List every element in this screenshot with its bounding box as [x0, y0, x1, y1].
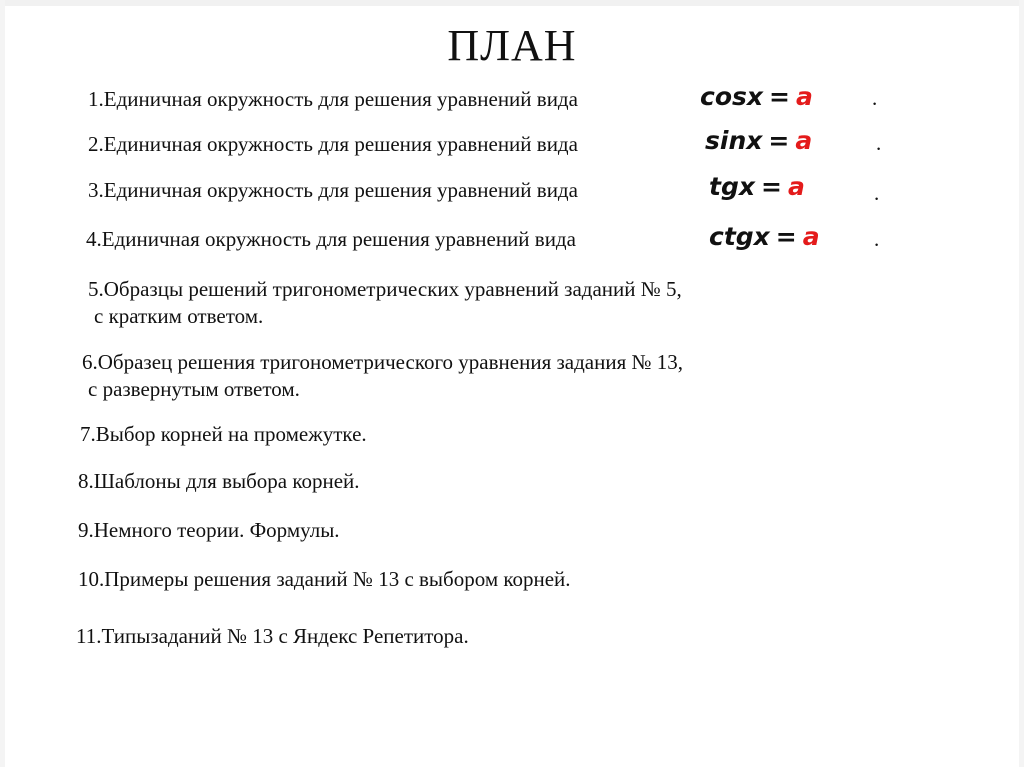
formula-equals: = — [768, 126, 790, 155]
formula-lhs: ctgx — [709, 222, 770, 251]
plan-item-10: 10.Примеры решения заданий № 13 с выбором корней. — [78, 567, 571, 591]
formula-tg — [709, 172, 805, 201]
formula-cos — [700, 82, 813, 111]
formula-sin — [705, 126, 812, 155]
formula-rhs: a — [787, 172, 805, 201]
slide-title: ПЛАН — [447, 21, 577, 70]
formula-equals: = — [769, 82, 790, 111]
plan-item-5-line-1: 5.Образцы решений тригонометрических уравнений заданий № 5, — [88, 277, 682, 301]
formula-equals: = — [760, 172, 782, 201]
slide-right-edge — [1019, 0, 1024, 767]
plan-item-1: 1.Единичная окружность для решения уравнений вида — [88, 87, 578, 111]
formula-lhs: cosx — [700, 82, 764, 111]
formula-rhs: a — [802, 222, 820, 251]
formula-lhs: tgx — [709, 172, 755, 201]
formula-rhs: a — [795, 126, 813, 155]
plan-item-11: 11.Типызаданий № 13 с Яндекс Репетитора. — [76, 624, 469, 648]
plan-item-6 — [82, 349, 683, 403]
plan-item-5 — [88, 276, 682, 330]
item-end-dot: . — [874, 181, 880, 205]
formula-equals: = — [775, 222, 797, 251]
plan-item-4: 4.Единичная окружность для решения уравнений вида — [86, 227, 576, 251]
item-end-dot: . — [872, 86, 878, 110]
item-end-dot: . — [874, 227, 880, 251]
plan-item-5-line-2: с кратким ответом. — [94, 304, 264, 328]
formula-rhs: a — [795, 82, 813, 111]
plan-item-3: 3.Единичная окружность для решения уравнений вида — [88, 178, 578, 202]
plan-item-7: 7.Выбор корней на промежутке. — [80, 422, 367, 446]
plan-item-6-line-2: с развернутым ответом. — [88, 377, 300, 401]
formula-ctg — [709, 222, 820, 251]
slide-top-edge — [0, 0, 1024, 6]
formula-lhs: sinx — [705, 126, 763, 155]
plan-item-8: 8.Шаблоны для выбора корней. — [78, 469, 360, 493]
plan-item-9: 9.Немного теории. Формулы. — [78, 518, 340, 542]
slide-left-edge — [0, 0, 5, 767]
plan-item-6-line-1: 6.Образец решения тригонометрического уравнения задания № 13, — [82, 350, 684, 374]
item-end-dot: . — [876, 131, 882, 155]
plan-item-2: 2.Единичная окружность для решения уравнений вида — [88, 132, 578, 156]
